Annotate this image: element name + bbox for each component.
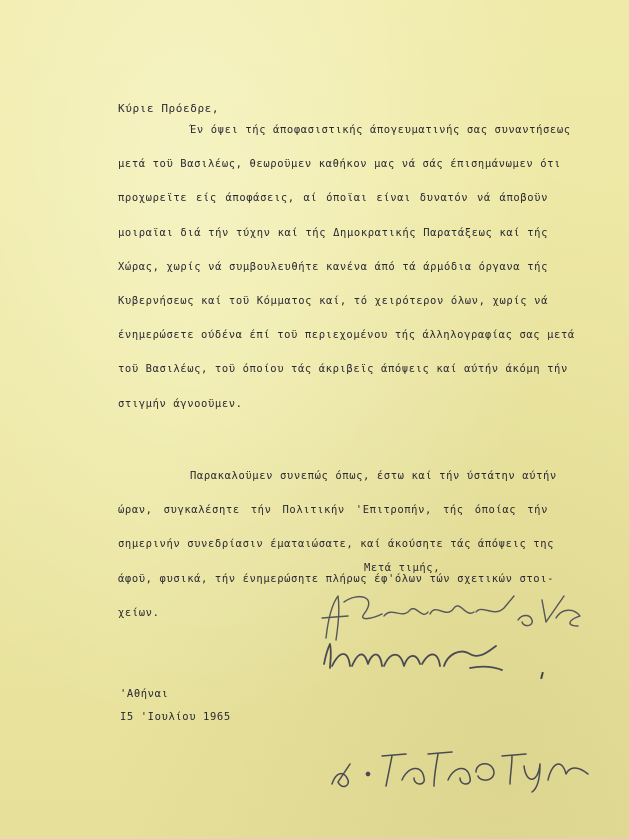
paragraph-1-line: ένημερώσετε ούδένα έπί τοϋ περιεχομένου τής άλληλογραφίας σας μετά [118,329,575,342]
place: 'Αθήναι [120,688,169,700]
paragraph-1-line: Κυβερνήσεως καί τοϋ Κόμματος καί, τό χειρότερον όλων, χωρίς νά [118,294,548,307]
paragraph-1-line: στιγμήν άγνοοϋμεν. [118,397,243,410]
date: Ι5 'Ιουλίου 1965 [120,711,231,723]
paragraph-1-line: Έν όψει τής άποφασιστικής άπογευματινής σας συναντήσεως [190,124,571,136]
paragraph-1-line: προχωρεϊτε είς άποφάσεις, αί όποϊαι είναι δυνατόν νά άποβοϋν [118,192,548,205]
paragraph-1-line: μετά τοϋ Βασιλέως, θεωροϋμεν καθήκον μας νά σάς έπισημάνωμεν ότι [118,158,561,171]
paragraph-2-line: χείων. [118,606,160,619]
paragraph-1-line: μοιραϊαι διά τήν τύχην καί τής Δημοκρατικής Παρατάξεως καί τής [118,226,548,239]
salutation: Κύριε Πρόεδρε, [118,102,220,115]
paragraph-1 [118,122,575,430]
ink-mark [540,672,544,679]
signature-2 [320,640,530,676]
paragraph-2-line: σημερινήν συνεδρίασιν έματαιώσατε, καί άκούσητε τάς άπόψεις της [118,538,555,551]
paragraph-2-line: ώραν, συγκαλέσητε τήν Πολιτικήν 'Επιτροπήν, τής όποίας τήν [118,504,548,517]
closing: Μετά τιμής, [364,562,441,574]
signature-3 [326,736,596,794]
paragraph-2-line: άφοϋ, φυσικά, τήν ένημερώσητε πλήρως έφ'όλων τών σχετικών στοι- [118,572,555,585]
paragraph-1-line: τοϋ Βασιλέως, τοϋ όποίου τάς άκριβεϊς άπόψεις καί αύτήν άκόμη τήν [118,363,568,376]
paragraph-2-line: Παρακαλοϋμεν συνεπώς όπως, έστω καί τήν ύστάτην αύτήν [190,470,557,482]
paragraph-1-line: Χώρας, χωρίς νά συμβουλευθήτε κανένα άπό τά άρμόδια όργανα τής [118,260,548,273]
signature-1 [318,590,588,646]
